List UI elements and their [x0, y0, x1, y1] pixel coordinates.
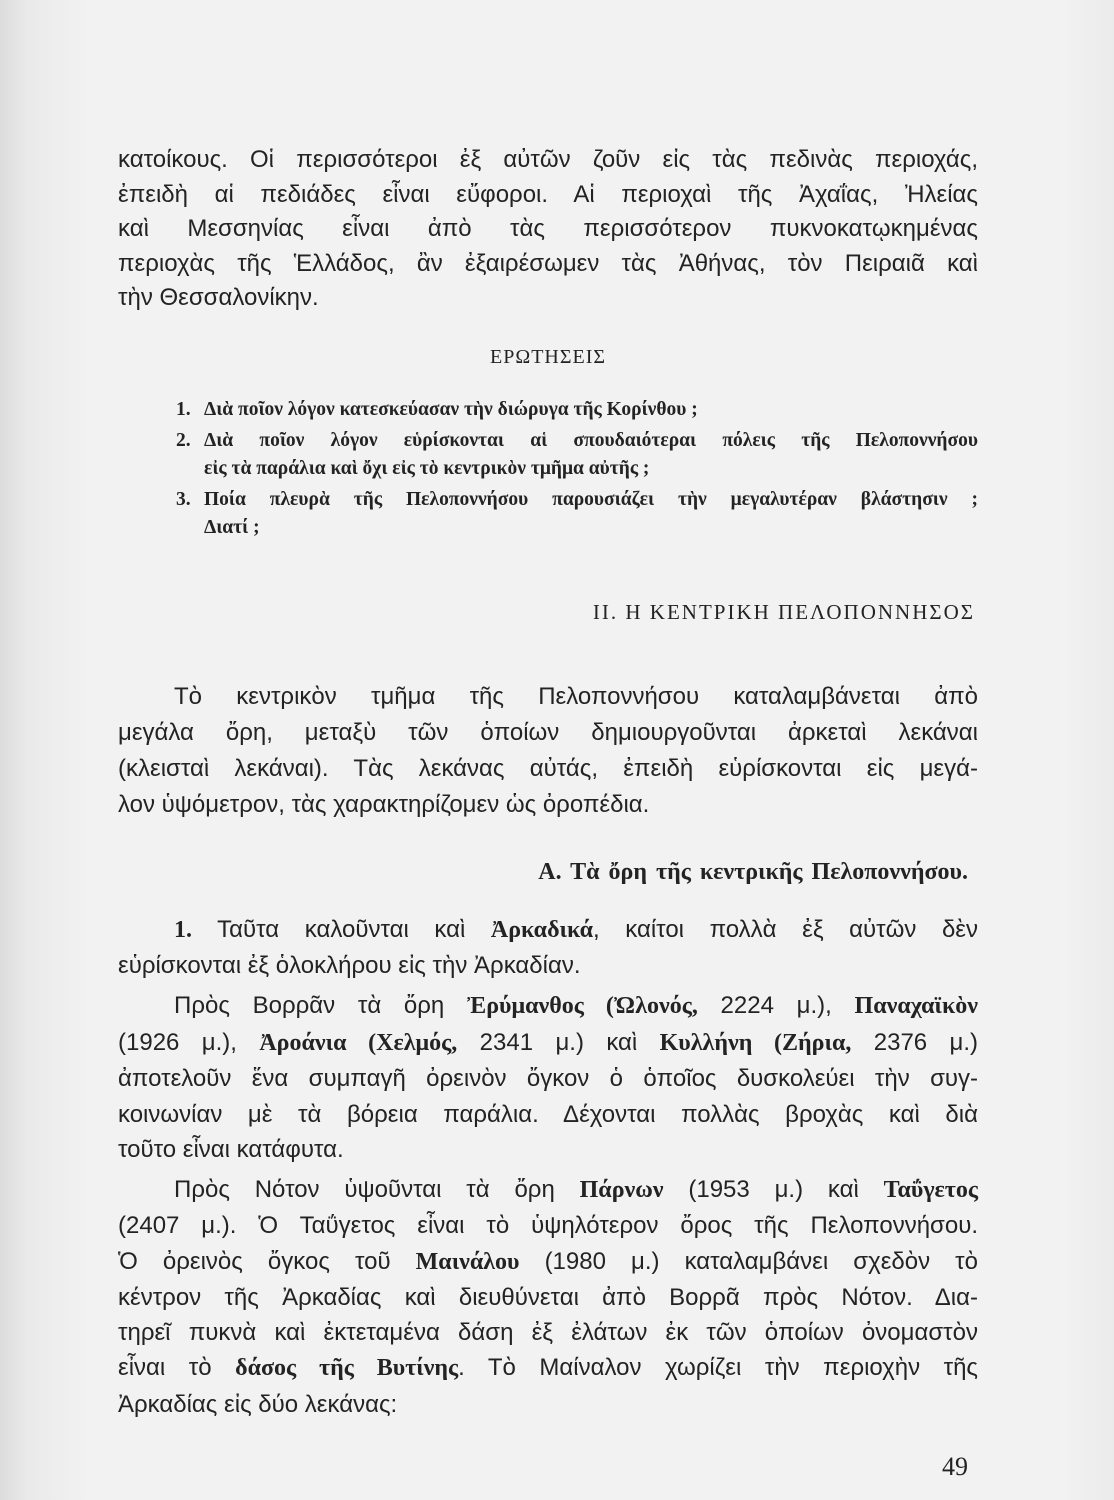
question-text: [204, 486, 978, 543]
question-number: 1.: [176, 399, 191, 420]
bold-term: 1.: [174, 917, 192, 943]
text-line: λον ὑψόμετρον, τὰς χαρακτηρίζομεν ὡς ὀροπέδια.: [118, 791, 650, 818]
bold-term: Ταΰγετος: [883, 1177, 978, 1203]
paragraph-intro: [118, 143, 978, 316]
text-run: Ὁ ὀρεινὸς ὄγκος τοῦ: [118, 1247, 416, 1275]
text-line: περιοχὰς τῆς Ἑλλάδος, ἂν ἐξαιρέσωμεν τὰς Ἀθήνας, τὸν Πειραιᾶ καὶ: [118, 249, 978, 277]
text-line: Ἀρκαδίας εἰς δύο λεκάνας:: [118, 1390, 398, 1418]
text-run: Πρὸς Νότον ὑψοῦνται τὰ ὄρη: [174, 1176, 580, 1203]
text-run: (1926 μ.),: [118, 1028, 260, 1056]
bold-term: Ἀρκαδικά: [490, 917, 594, 943]
text-line: εὑρίσκονται ἐξ ὁλοκλήρου εἰς τὴν Ἀρκαδίαν.: [118, 952, 581, 979]
text-run: Πρὸς Βορρᾶν τὰ ὄρη: [174, 992, 467, 1019]
question-item: [176, 427, 978, 484]
question-text: [204, 427, 978, 484]
text-line: Διατί ;: [204, 517, 260, 538]
text-line: τὴν Θεσσαλονίκην.: [118, 284, 319, 311]
section-title: II. Η ΚΕΝΤΡΙΚΗ ΠΕΛΟΠΟΝΝΗΣΟΣ: [592, 600, 975, 624]
text-line: κέντρον τῆς Ἀρκαδίας καὶ διευθύνεται ἀπὸ Βορρᾶ πρὸς Νότον. Δια-: [118, 1283, 978, 1311]
bold-term: Κυλλήνη (Ζήρια,: [659, 1029, 852, 1056]
questions-list: [176, 396, 978, 545]
text-line: ἀποτελοῦν ἕνα συμπαγῆ ὀρεινὸν ὄγκον ὁ ὁποῖος δυσκολεύει τὴν συγ-: [118, 1065, 978, 1092]
bold-term: Ἐρύμανθος (Ὠλονός,: [466, 993, 698, 1019]
text-line: καὶ Μεσσηνίας εἶναι ἀπὸ τὰς περισσότερον πυκνοκατῳκημένας: [118, 215, 978, 242]
page-number: 49: [942, 1452, 968, 1481]
bold-term: Παναχαϊκὸν: [854, 993, 978, 1019]
text-line: [118, 1172, 978, 1208]
text-line: [118, 988, 978, 1025]
text-run: Ταῦτα καλοῦνται καὶ: [192, 916, 491, 943]
text-line: [118, 1350, 978, 1386]
text-line: (κλεισταὶ λεκάναι). Τὰς λεκάνας αὐτάς, ἐπειδὴ εὑρίσκονται εἰς μεγά-: [118, 755, 978, 782]
text-line: [118, 912, 978, 948]
question-item: [176, 396, 978, 425]
bold-term: Ἀροάνια (Χελμός,: [259, 1029, 458, 1056]
text-line: Ποία πλευρὰ τῆς Πελοποννήσου παρουσιάζει τὴν μεγαλυτέραν βλάστησιν ;: [204, 488, 978, 510]
text-line: κατοίκους. Οἱ περισσότεροι ἐξ αὐτῶν ζοῦν εἰς τὰς πεδινὰς περιοχάς,: [118, 146, 978, 173]
text-line: τηρεῖ πυκνὰ καὶ ἐκτεταμένα δάση ἐξ ἐλάτων ἐκ τῶν ὁποίων ὀνομαστὸν: [118, 1319, 978, 1347]
text-run: 2376 μ.): [851, 1028, 979, 1056]
questions-heading: ΕΡΩΤΗΣΕΙΣ: [489, 346, 607, 368]
text-run: (1980 μ.) καταλαμβάνει σχεδὸν τὸ: [519, 1247, 978, 1275]
text-line: Διὰ ποῖον λόγον κατεσκεύασαν τὴν διώρυγα τῆς Κορίνθου ;: [204, 399, 698, 420]
question-item: [176, 486, 978, 543]
text-line: μεγάλα ὄρη, μεταξὺ τῶν ὁποίων δημιουργοῦνται ἀρκεταὶ λεκάναι: [118, 719, 978, 746]
text-line: [118, 1025, 978, 1062]
text-line: Τὸ κεντρικὸν τμῆμα τῆς Πελοποννήσου καταλαμβάνεται ἀπὸ: [174, 683, 978, 710]
text-line: ἐπειδὴ αἱ πεδιάδες εἶναι εὔφοροι. Αἱ περιοχαὶ τῆς Ἀχαΐας, Ἠλείας: [118, 180, 978, 208]
text-run: . Τὸ Μαίναλον χωρίζει τὴν περιοχὴν τῆς: [458, 1354, 978, 1382]
text-run: , καίτοι πολλὰ ἐξ αὐτῶν δὲν: [593, 916, 979, 943]
paragraph: [118, 988, 978, 1168]
text-line: κοινωνίαν μὲ τὰ βόρεια παράλια. Δέχονται πολλὰς βροχὰς καὶ διὰ: [118, 1100, 978, 1128]
text-run: 2224 μ.),: [697, 992, 855, 1019]
text-line: (2407 μ.). Ὁ Ταΰγετος εἶναι τὸ ὑψηλότερον ὄρος τῆς Πελοποννήσου.: [118, 1212, 978, 1240]
question-number: 3.: [176, 488, 191, 510]
paragraph: [118, 1172, 978, 1422]
bold-term: δάσος τῆς Βυτίνης: [235, 1355, 459, 1382]
text-run: εἶναι τὸ: [118, 1354, 236, 1382]
text-line: Διὰ ποῖον λόγον εὑρίσκονται αἱ σπουδαιότεραι πόλεις τῆς Πελοποννήσου: [204, 429, 978, 451]
text-run: 2341 μ.) καὶ: [457, 1028, 660, 1056]
text-line: τοῦτο εἶναι κατάφυτα.: [118, 1136, 344, 1163]
text-line: εἰς τὰ παράλια καὶ ὄχι εἰς τὸ κεντρικὸν τμῆμα αὐτῆς ;: [204, 458, 650, 479]
text-line: [118, 1244, 978, 1280]
question-text: [204, 396, 978, 425]
text-run: (1953 μ.) καὶ: [663, 1176, 884, 1203]
paragraph: [118, 912, 978, 984]
bold-term: Πάρνων: [579, 1177, 664, 1203]
bold-term: Μαινάλου: [415, 1248, 520, 1275]
section-intro-paragraph: [118, 679, 978, 823]
subsection-title: Α. Τὰ ὄρη τῆς κεντρικῆς Πελοποννήσου.: [538, 859, 968, 885]
question-number: 2.: [176, 429, 191, 451]
